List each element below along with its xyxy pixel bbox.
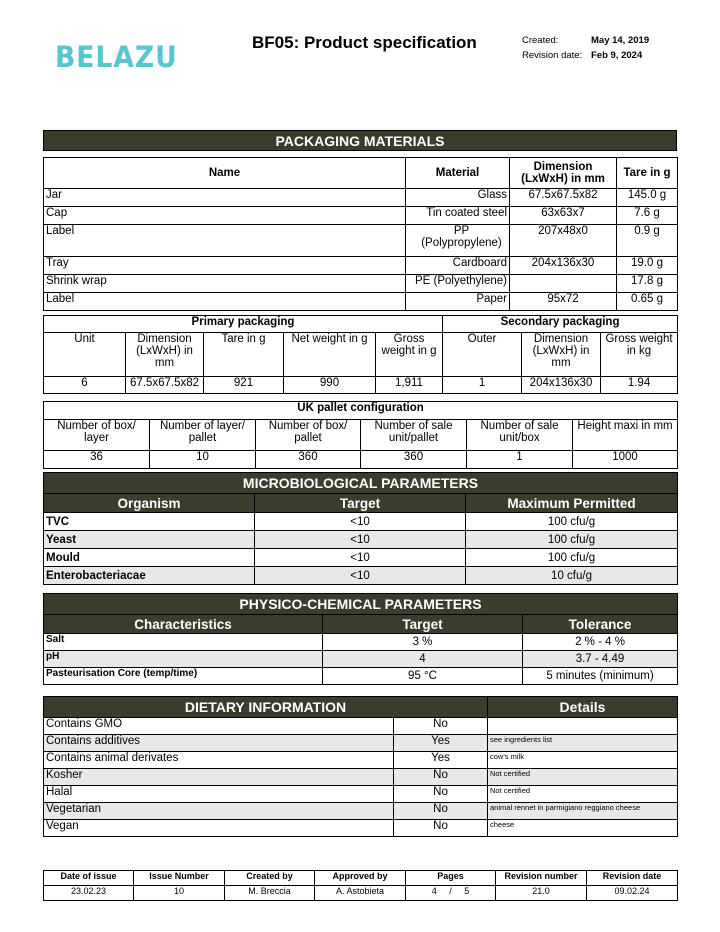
micro-target: <10: [255, 567, 466, 585]
header-tare: Tare in g: [204, 333, 284, 377]
packaging-title-table: [43, 130, 677, 151]
table-row: [44, 752, 678, 769]
micro-organism: Mould: [44, 549, 255, 567]
value-gross-weight-g: 1,911: [376, 377, 443, 394]
footer-issue-number: 10: [134, 886, 225, 901]
table-row: [44, 786, 678, 803]
micro-header-target: Target: [255, 494, 466, 513]
table-row: [44, 275, 678, 293]
dietary-value: Yes: [394, 752, 488, 769]
physico-target: 3 %: [323, 634, 523, 651]
packaging-name: Tray: [44, 257, 406, 275]
dietary-detail: cow's milk: [488, 752, 678, 769]
packaging-name: Label: [44, 293, 406, 311]
footer-revision-date: 09.02.24: [587, 886, 678, 901]
packaging-material: Paper: [406, 293, 510, 311]
table-row: [44, 651, 678, 668]
physico-title: PHYSICO-CHEMICAL PARAMETERS: [44, 594, 678, 615]
dietary-item: Contains animal derivates: [44, 752, 394, 769]
dietary-detail: cheese: [488, 820, 678, 837]
dietary-details-title: Details: [488, 697, 678, 718]
secondary-packaging-title: Secondary packaging: [443, 316, 678, 333]
pallet-value: 10: [150, 451, 256, 469]
physico-table: [43, 593, 678, 685]
physico-characteristic: Salt: [44, 634, 323, 651]
packaging-materials-table: [43, 157, 678, 311]
micro-target: <10: [255, 513, 466, 531]
pallet-value: 360: [256, 451, 361, 469]
value-primary-dimension: 67.5x67.5x82: [126, 377, 204, 394]
pallet-header: Number of layer/ pallet: [150, 420, 256, 451]
dietary-item: Kosher: [44, 769, 394, 786]
packaging-material: PE (Polyethylene): [406, 275, 510, 293]
table-row: [44, 549, 678, 567]
dietary-item: Vegetarian: [44, 803, 394, 820]
footer-date-of-issue: 23.02.23: [44, 886, 134, 901]
created-value: May 14, 2019: [591, 35, 650, 46]
table-row: [44, 513, 678, 531]
table-row: [44, 668, 678, 685]
pallet-header: Number of sale unit/pallet: [361, 420, 467, 451]
physico-tolerance: 2 % - 4 %: [523, 634, 678, 651]
physico-header-target: Target: [323, 615, 523, 634]
header-gross-weight-g: Gross weight in g: [376, 333, 443, 377]
table-row: [44, 531, 678, 549]
pallet-header: Number of sale unit/box: [467, 420, 573, 451]
pallet-value: 360: [361, 451, 467, 469]
packaging-dimension: 95x72: [510, 293, 617, 311]
packaging-tare: 17.8 g: [617, 275, 678, 293]
primary-packaging-title: Primary packaging: [44, 316, 443, 333]
packaging-dimension: 67.5x67.5x82: [510, 189, 617, 207]
dietary-detail: [488, 718, 678, 735]
table-row: [44, 293, 678, 311]
table-row: [44, 567, 678, 585]
dietary-detail: see ingredients list: [488, 735, 678, 752]
table-row: [44, 820, 678, 837]
packaging-name: Jar: [44, 189, 406, 207]
table-row: [44, 377, 678, 394]
footer-header-revision-number: Revision number: [496, 871, 587, 886]
dietary-value: No: [394, 718, 488, 735]
footer-table: [43, 870, 678, 901]
packaging-dimension: 207x48x0: [510, 225, 617, 257]
header-net-weight: Net weight in g: [284, 333, 376, 377]
physico-tolerance: 3.7 - 4.49: [523, 651, 678, 668]
packaging-tare: 0.65 g: [617, 293, 678, 311]
micro-title: MICROBIOLOGICAL PARAMETERS: [44, 473, 678, 494]
table-row: [44, 189, 678, 207]
company-logo: BELAZU: [55, 40, 178, 74]
created-label: Created:: [522, 35, 559, 46]
packaging-header-name: Name: [44, 158, 406, 189]
packaging-title: PACKAGING MATERIALS: [44, 131, 677, 151]
revision-date-value: Feb 9, 2024: [591, 50, 643, 61]
primary-secondary-table: [43, 315, 678, 394]
footer-header-pages: Pages: [406, 871, 496, 886]
packaging-tare: 19.0 g: [617, 257, 678, 275]
table-row: [44, 735, 678, 752]
table-row: [44, 634, 678, 651]
dietary-detail: Not certified: [488, 769, 678, 786]
table-row: [44, 257, 678, 275]
footer-header-approved-by: Approved by: [315, 871, 406, 886]
value-secondary-dimension: 204x136x30: [522, 377, 601, 394]
document-title: BF05: Product specification: [252, 33, 477, 52]
value-tare: 921: [204, 377, 284, 394]
micro-table: [43, 472, 678, 585]
micro-max: 100 cfu/g: [466, 531, 678, 549]
header-unit: Unit: [44, 333, 126, 377]
table-row: [44, 207, 678, 225]
dietary-title: DIETARY INFORMATION: [44, 697, 488, 718]
packaging-name: Cap: [44, 207, 406, 225]
header-primary-dimension: Dimension (LxWxH) in mm: [126, 333, 204, 377]
value-unit: 6: [44, 377, 126, 394]
packaging-material: PP (Polypropylene): [406, 225, 510, 257]
micro-max: 10 cfu/g: [466, 567, 678, 585]
document-meta: [522, 33, 649, 63]
value-net-weight: 990: [284, 377, 376, 394]
packaging-tare: 7.6 g: [617, 207, 678, 225]
footer-header-revision-date: Revision date: [587, 871, 678, 886]
table-row: [44, 225, 678, 257]
pallet-header: Height maxi in mm: [573, 420, 678, 451]
pallet-header: Number of box/ layer: [44, 420, 150, 451]
pallet-header: Number of box/ pallet: [256, 420, 361, 451]
footer-header-issue-number: Issue Number: [134, 871, 225, 886]
revision-date-label: Revision date:: [522, 50, 583, 61]
packaging-header-dimension: Dimension (LxWxH) in mm: [510, 158, 617, 189]
packaging-material: Tin coated steel: [406, 207, 510, 225]
packaging-tare: 145.0 g: [617, 189, 678, 207]
value-outer: 1: [443, 377, 522, 394]
footer-pages: 4 / 5: [406, 886, 496, 901]
packaging-dimension: 204x136x30: [510, 257, 617, 275]
dietary-item: Contains additives: [44, 735, 394, 752]
dietary-item: Halal: [44, 786, 394, 803]
pallet-value: 36: [44, 451, 150, 469]
footer-approved-by: A. Astobieta: [315, 886, 406, 901]
table-row: [44, 718, 678, 735]
dietary-value: No: [394, 786, 488, 803]
footer-revision-number: 21.0: [496, 886, 587, 901]
micro-max: 100 cfu/g: [466, 513, 678, 531]
table-row: [44, 803, 678, 820]
physico-characteristic: Pasteurisation Core (temp/time): [44, 668, 323, 685]
dietary-item: Contains GMO: [44, 718, 394, 735]
table-row: [44, 886, 678, 901]
dietary-value: No: [394, 769, 488, 786]
pallet-title: UK pallet configuration: [44, 402, 678, 420]
micro-header-max: Maximum Permitted: [466, 494, 678, 513]
packaging-material: Cardboard: [406, 257, 510, 275]
footer-header-date-of-issue: Date of issue: [44, 871, 134, 886]
table-row: [44, 769, 678, 786]
micro-organism: Enterobacteriacae: [44, 567, 255, 585]
packaging-dimension: 63x63x7: [510, 207, 617, 225]
packaging-dimension: [510, 275, 617, 293]
micro-target: <10: [255, 531, 466, 549]
pallet-value: 1: [467, 451, 573, 469]
micro-header-organism: Organism: [44, 494, 255, 513]
micro-organism: Yeast: [44, 531, 255, 549]
dietary-detail: animal rennet in parmigiano reggiano cheese: [488, 803, 678, 820]
micro-max: 100 cfu/g: [466, 549, 678, 567]
table-row: [44, 451, 678, 469]
footer-header-created-by: Created by: [225, 871, 315, 886]
micro-organism: TVC: [44, 513, 255, 531]
micro-target: <10: [255, 549, 466, 567]
physico-target: 95 °C: [323, 668, 523, 685]
header-secondary-dimension: Dimension (LxWxH) in mm: [522, 333, 601, 377]
header-gross-weight-kg: Gross weight in kg: [601, 333, 678, 377]
dietary-item: Vegan: [44, 820, 394, 837]
footer-created-by: M. Breccia: [225, 886, 315, 901]
packaging-header-tare: Tare in g: [617, 158, 678, 189]
physico-target: 4: [323, 651, 523, 668]
physico-tolerance: 5 minutes (minimum): [523, 668, 678, 685]
physico-header-tolerance: Tolerance: [523, 615, 678, 634]
packaging-name: Label: [44, 225, 406, 257]
packaging-material: Glass: [406, 189, 510, 207]
value-gross-weight-kg: 1.94: [601, 377, 678, 394]
physico-characteristic: pH: [44, 651, 323, 668]
dietary-detail: Not certified: [488, 786, 678, 803]
packaging-tare: 0.9 g: [617, 225, 678, 257]
pallet-table: [43, 401, 678, 469]
header-outer: Outer: [443, 333, 522, 377]
pallet-value: 1000: [573, 451, 678, 469]
packaging-name: Shrink wrap: [44, 275, 406, 293]
dietary-value: No: [394, 803, 488, 820]
physico-header-characteristics: Characteristics: [44, 615, 323, 634]
dietary-value: Yes: [394, 735, 488, 752]
dietary-value: No: [394, 820, 488, 837]
packaging-header-material: Material: [406, 158, 510, 189]
dietary-table: [43, 696, 678, 837]
